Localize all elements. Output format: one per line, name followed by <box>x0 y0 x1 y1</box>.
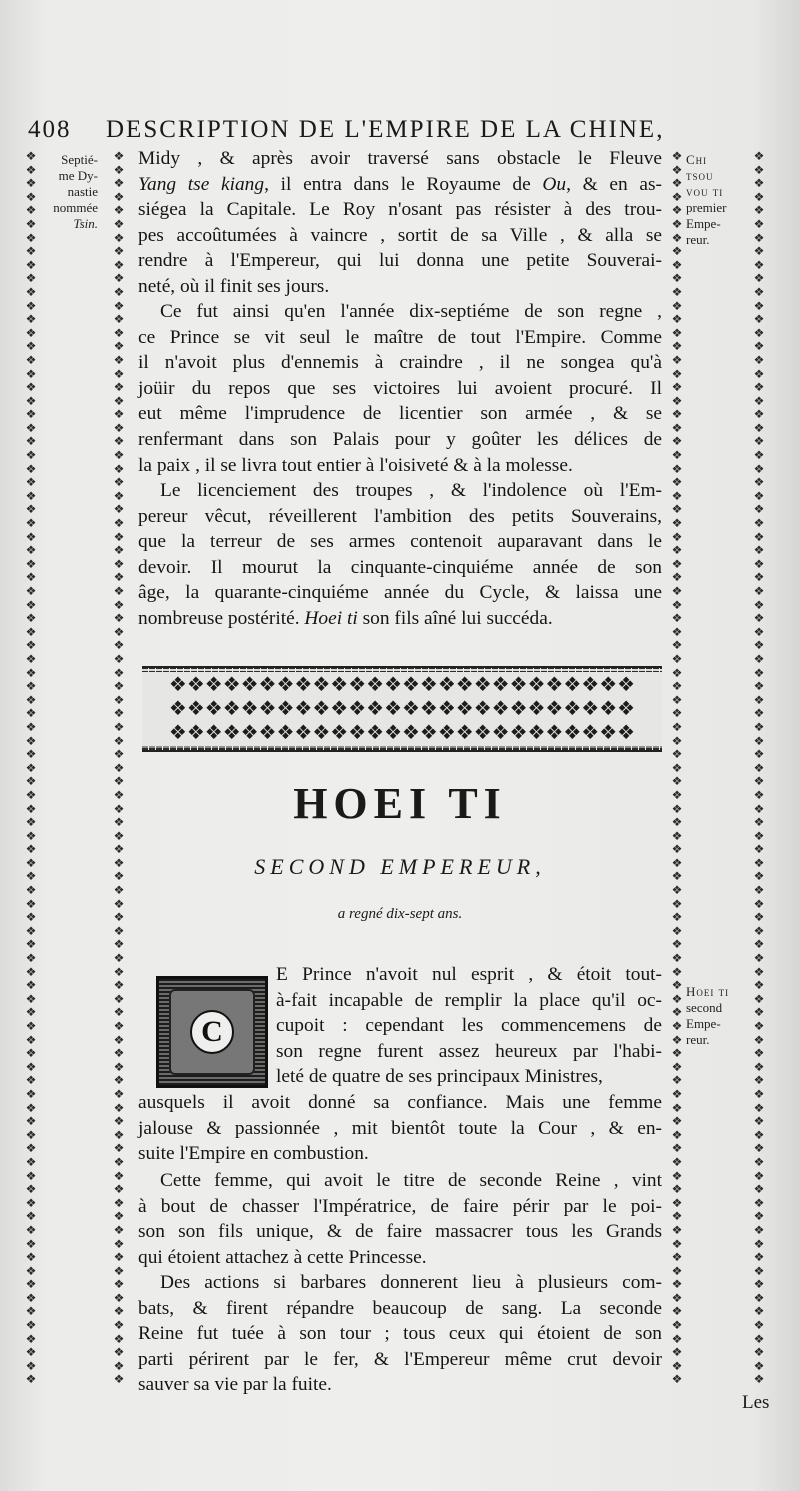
text-line: E Prince n'avoit nul esprit , & étoit tout- <box>276 964 662 985</box>
reign-length: a regné dix-sept ans. <box>337 906 463 922</box>
chapter-title: HOEI TI <box>293 779 507 828</box>
text-line: neté, où il finit ses jours. <box>138 275 330 297</box>
text-line: siégea la Capitale. Le Roy n'osant pas résister à des trou- <box>138 199 662 221</box>
chapter-subtitle: SECOND EMPEREUR, <box>254 854 546 879</box>
paragraph-6 <box>138 1270 662 1398</box>
right-outer-ornament-border: ❖ ❖ ❖ ❖ ❖ ❖ ❖ ❖ ❖ ❖ ❖ ❖ ❖ ❖ ❖ ❖ ❖ ❖ ❖ ❖ ❖ ❖ ❖ ❖ ❖ ❖ ❖ ❖ ❖ ❖ ❖ ❖ ❖ ❖ ❖ ❖ ❖ ❖ ❖ ❖ ❖ ❖ ❖ ❖ ❖ ❖ ❖ ❖ ❖ ❖ ❖ ❖ ❖ ❖ ❖ ❖ ❖ ❖ ❖ ❖ ❖ ❖ ❖ ❖ ❖ ❖ ❖ ❖ ❖ ❖ ❖ ❖ ❖ ❖ ❖ ❖ ❖ ❖ ❖ ❖ ❖ ❖ ❖ ❖ ❖ ❖ ❖ ❖ ❖ ❖ ❖ <box>753 150 765 1387</box>
paragraph-3 <box>138 478 662 632</box>
paragraph-4-beside-initial <box>276 962 662 1090</box>
left-outer-ornament-border: ❖ ❖ ❖ ❖ ❖ ❖ ❖ ❖ ❖ ❖ ❖ ❖ ❖ ❖ ❖ ❖ ❖ ❖ ❖ ❖ ❖ ❖ ❖ ❖ ❖ ❖ ❖ ❖ ❖ ❖ ❖ ❖ ❖ ❖ ❖ ❖ ❖ ❖ ❖ ❖ ❖ ❖ ❖ ❖ ❖ ❖ ❖ ❖ ❖ ❖ ❖ ❖ ❖ ❖ ❖ ❖ ❖ ❖ ❖ ❖ ❖ ❖ ❖ ❖ ❖ ❖ ❖ ❖ ❖ ❖ ❖ ❖ ❖ ❖ ❖ ❖ ❖ ❖ ❖ ❖ ❖ ❖ ❖ ❖ ❖ ❖ ❖ ❖ ❖ ❖ ❖ <box>25 150 37 1387</box>
margin-note-seventh-dynasty: Septié- me Dy- nastie nommée Tsin. <box>53 152 98 231</box>
paragraph-4 <box>138 1090 662 1167</box>
text-line: cupoit : cependant les commencemens de <box>276 1015 662 1037</box>
running-header <box>28 116 788 144</box>
text-line: sauver sa vie par la fuite. <box>138 1374 332 1396</box>
text-line: ausquels il avoit donné sa confiance. Mais une femme <box>138 1092 662 1113</box>
text-line: Midy , & après avoir traversé sans obstacle le Fleuve <box>138 148 662 169</box>
text-line: Des actions si barbares donnerent lieu à plusieurs com- <box>160 1272 662 1293</box>
text-line: son son fils unique, & de faire massacrer tous les Grands <box>138 1221 662 1243</box>
text-line: il n'avoit plus d'ennemis à craindre , il ne songea qu'à <box>138 352 662 374</box>
margin-note-chi-tsou-vou-ti: Chi tsou vou ti premier Empe- reur. <box>686 152 727 247</box>
paragraph-2 <box>138 299 662 478</box>
margin-note-hoei-ti: Hoei ti second Empe- reur. <box>686 984 730 1047</box>
text-line: parti périrent par le fer, & l'Empereur même crut devoir <box>138 1348 662 1370</box>
text-line: bats, & firent répandre beaucoup de sang. La seconde <box>138 1297 662 1319</box>
text-line: pes accoûtumées à vaincre , sortit de sa Ville , & alla se <box>138 224 662 246</box>
text-line: joüir du repos que ses victoires lui avoient procuré. Il <box>138 377 662 399</box>
paragraph-1 <box>138 146 662 300</box>
text-line: rendre à l'Empereur, qui lui donna une petite Souverai- <box>138 250 662 272</box>
text-line: suite l'Empire en combustion. <box>138 1143 369 1165</box>
decorated-initial <box>156 976 268 1088</box>
text-line: Cette femme, qui avoit le titre de seconde Reine , vint <box>160 1170 662 1191</box>
catchword: Les <box>742 1392 770 1413</box>
text-line: qui étoient attachez à cette Princesse. <box>138 1246 427 1268</box>
text-line: leté de quatre de ses principaux Ministres, <box>276 1066 603 1088</box>
running-title: DESCRIPTION DE L'EMPIRE DE LA CHINE, <box>106 116 665 143</box>
dropcap-letter: C <box>190 1010 234 1054</box>
text-line: renfermant dans son Palais pour y goûter les délices de <box>138 428 662 450</box>
decorative-ornament-band: ❖❖❖❖❖❖❖❖❖❖❖❖❖❖❖❖❖❖❖❖❖❖❖❖❖❖ ❖❖❖❖❖❖❖❖❖❖❖❖❖❖❖❖❖❖❖❖❖❖❖❖❖❖ ❖❖❖❖❖❖❖❖❖❖❖❖❖❖❖❖❖❖❖❖❖❖❖❖❖❖ <box>142 666 662 752</box>
text-line: que la terreur de ses armes contenoit auparavant dans le <box>138 531 662 553</box>
text-line: ce Prince se vit seul le maître de tout l'Empire. Comme <box>138 326 662 348</box>
text-line: pereur vêcut, réveillerent l'ambition des petits Souverains, <box>138 505 662 527</box>
text-line: nombreuse postérité. Hoei ti son fils aîné lui succéda. <box>138 607 553 629</box>
text-line: son regne furent assez heureux par l'habi- <box>276 1040 662 1062</box>
text-line: âge, la quarante-cinquiéme année du Cycle, & laissa une <box>138 582 662 604</box>
text-line: devoir. Il mourut la cinquante-cinquiéme année de son <box>138 556 662 578</box>
page-number: 408 <box>28 116 72 143</box>
text-line: Reine fut tuée à son tour ; tous ceux qui étoient de son <box>138 1323 662 1345</box>
text-line: jalouse & passionnée , mit bientôt toute la Cour , & en- <box>138 1117 662 1139</box>
text-line: à-fait incapable de remplir la place qu'il oc- <box>276 989 662 1011</box>
text-line: Le licenciement des troupes , & l'indolence où l'Em- <box>160 480 662 501</box>
text-line: à bout de chasser l'Impératrice, de faire périr par le poi- <box>138 1195 662 1217</box>
text-line: Yang tse kiang, il entra dans le Royaume de Ou, & en as- <box>138 173 663 195</box>
text-line: eut même l'imprudence de licentier son armée , & se <box>138 403 662 425</box>
right-inner-ornament-border: ❖ ❖ ❖ ❖ ❖ ❖ ❖ ❖ ❖ ❖ ❖ ❖ ❖ ❖ ❖ ❖ ❖ ❖ ❖ ❖ ❖ ❖ ❖ ❖ ❖ ❖ ❖ ❖ ❖ ❖ ❖ ❖ ❖ ❖ ❖ ❖ ❖ ❖ ❖ ❖ ❖ ❖ ❖ ❖ ❖ ❖ ❖ ❖ ❖ ❖ ❖ ❖ ❖ ❖ ❖ ❖ ❖ ❖ ❖ ❖ ❖ ❖ ❖ ❖ ❖ ❖ ❖ ❖ ❖ ❖ ❖ ❖ ❖ ❖ ❖ ❖ ❖ ❖ ❖ ❖ ❖ ❖ ❖ ❖ ❖ ❖ ❖ ❖ ❖ ❖ ❖ <box>671 150 683 1387</box>
left-inner-ornament-border: ❖ ❖ ❖ ❖ ❖ ❖ ❖ ❖ ❖ ❖ ❖ ❖ ❖ ❖ ❖ ❖ ❖ ❖ ❖ ❖ ❖ ❖ ❖ ❖ ❖ ❖ ❖ ❖ ❖ ❖ ❖ ❖ ❖ ❖ ❖ ❖ ❖ ❖ ❖ ❖ ❖ ❖ ❖ ❖ ❖ ❖ ❖ ❖ ❖ ❖ ❖ ❖ ❖ ❖ ❖ ❖ ❖ ❖ ❖ ❖ ❖ ❖ ❖ ❖ ❖ ❖ ❖ ❖ ❖ ❖ ❖ ❖ ❖ ❖ ❖ ❖ ❖ ❖ ❖ ❖ ❖ ❖ ❖ ❖ ❖ ❖ ❖ ❖ ❖ ❖ ❖ <box>113 150 125 1387</box>
text-line: la paix , il se livra tout entier à l'oisiveté & à la molesse. <box>138 454 573 476</box>
text-line: Ce fut ainsi qu'en l'année dix-septiéme de son regne , <box>160 301 662 322</box>
paragraph-5 <box>138 1168 662 1270</box>
